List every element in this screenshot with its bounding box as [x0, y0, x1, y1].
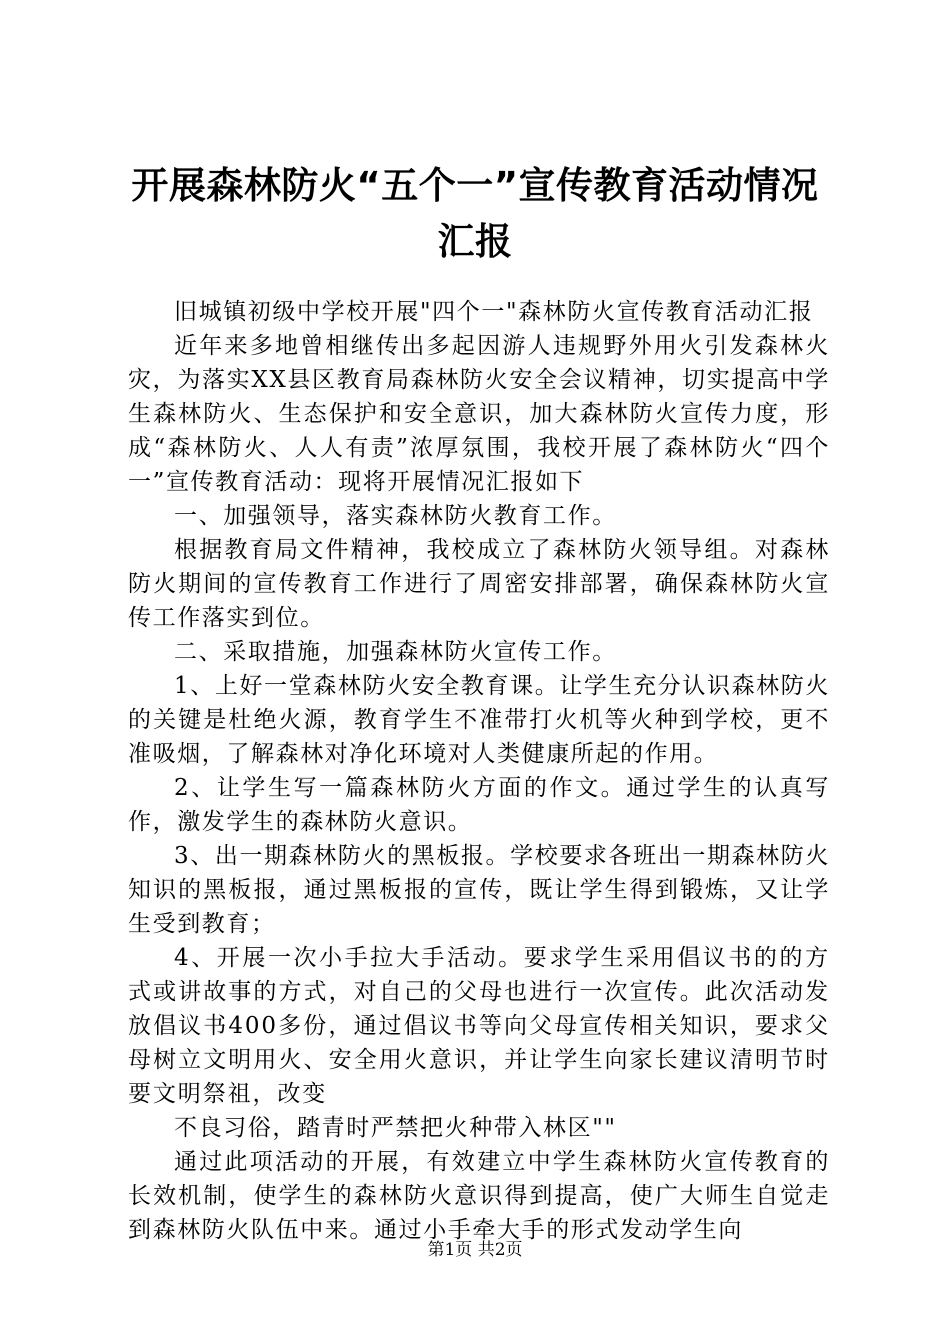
paragraph-heading-line: 旧城镇初级中学校开展"四个一"森林防火宣传教育活动汇报: [174, 299, 814, 325]
paragraph-intro: 近年来多地曾相继传出多起因游人违规野外用火引发森林火灾，为落实XX县区教育局森林防火安全会议精神，切实提高中学生森林防火、生态保护和安全意识，加大森林防火宣传力度，形成“森林防火、人人有责”浓厚氛围，我校开展了森林防火“四个一”宣传教育活动：现将开展情况汇报如下: [128, 333, 830, 495]
section-heading-1: 一、加强领导，落实森林防火教育工作。: [174, 503, 617, 529]
section-heading-2: 二、采取措施，加强森林防火宣传工作。: [174, 639, 617, 665]
document-title: 开展森林防火“五个一”宣传教育活动情况汇报: [131, 164, 819, 263]
document-body: [128, 295, 830, 1247]
paragraph-item-4-continued: 不良习俗，踏青时严禁把火种带入林区"": [174, 1115, 617, 1141]
paragraph-leadership: 根据教育局文件精神，我校成立了森林防火领导组。对森林防火期间的宣传教育工作进行了周密安排部署，确保森林防火宣传工作落实到位。: [128, 537, 830, 631]
paragraph-conclusion: 通过此项活动的开展，有效建立中学生森林防火宣传教育的长效机制，使学生的森林防火意识得到提高，使广大师生自觉走到森林防火队伍中来。通过小手牵大手的形式发动学生向: [128, 1149, 830, 1243]
paragraph-item-1: 1、上好一堂森林防火安全教育课。让学生充分认识森林防火的关键是杜绝火源，教育学生不准带打火机等火种到学校，更不准吸烟，了解森林对净化环境对人类健康所起的作用。: [128, 673, 830, 767]
page-number-footer: 第1页 共2页: [427, 1240, 523, 1260]
paragraph-item-4: 4、开展一次小手拉大手活动。要求学生采用倡议书的的方式或讲故事的方式，对自己的父母也进行一次宣传。此次活动发放倡议书400多份，通过倡议书等向父母宣传相关知识，要求父母树立文明用火、安全用火意识，并让学生向家长建议清明节时要文明祭祖，改变: [128, 945, 830, 1107]
paragraph-item-3: 3、出一期森林防火的黑板报。学校要求各班出一期森林防火知识的黑板报，通过黑板报的宣传，既让学生得到锻炼，又让学生受到教育；: [128, 843, 830, 937]
paragraph-item-2: 2、让学生写一篇森林防火方面的作文。通过学生的认真写作，激发学生的森林防火意识。: [128, 775, 830, 835]
